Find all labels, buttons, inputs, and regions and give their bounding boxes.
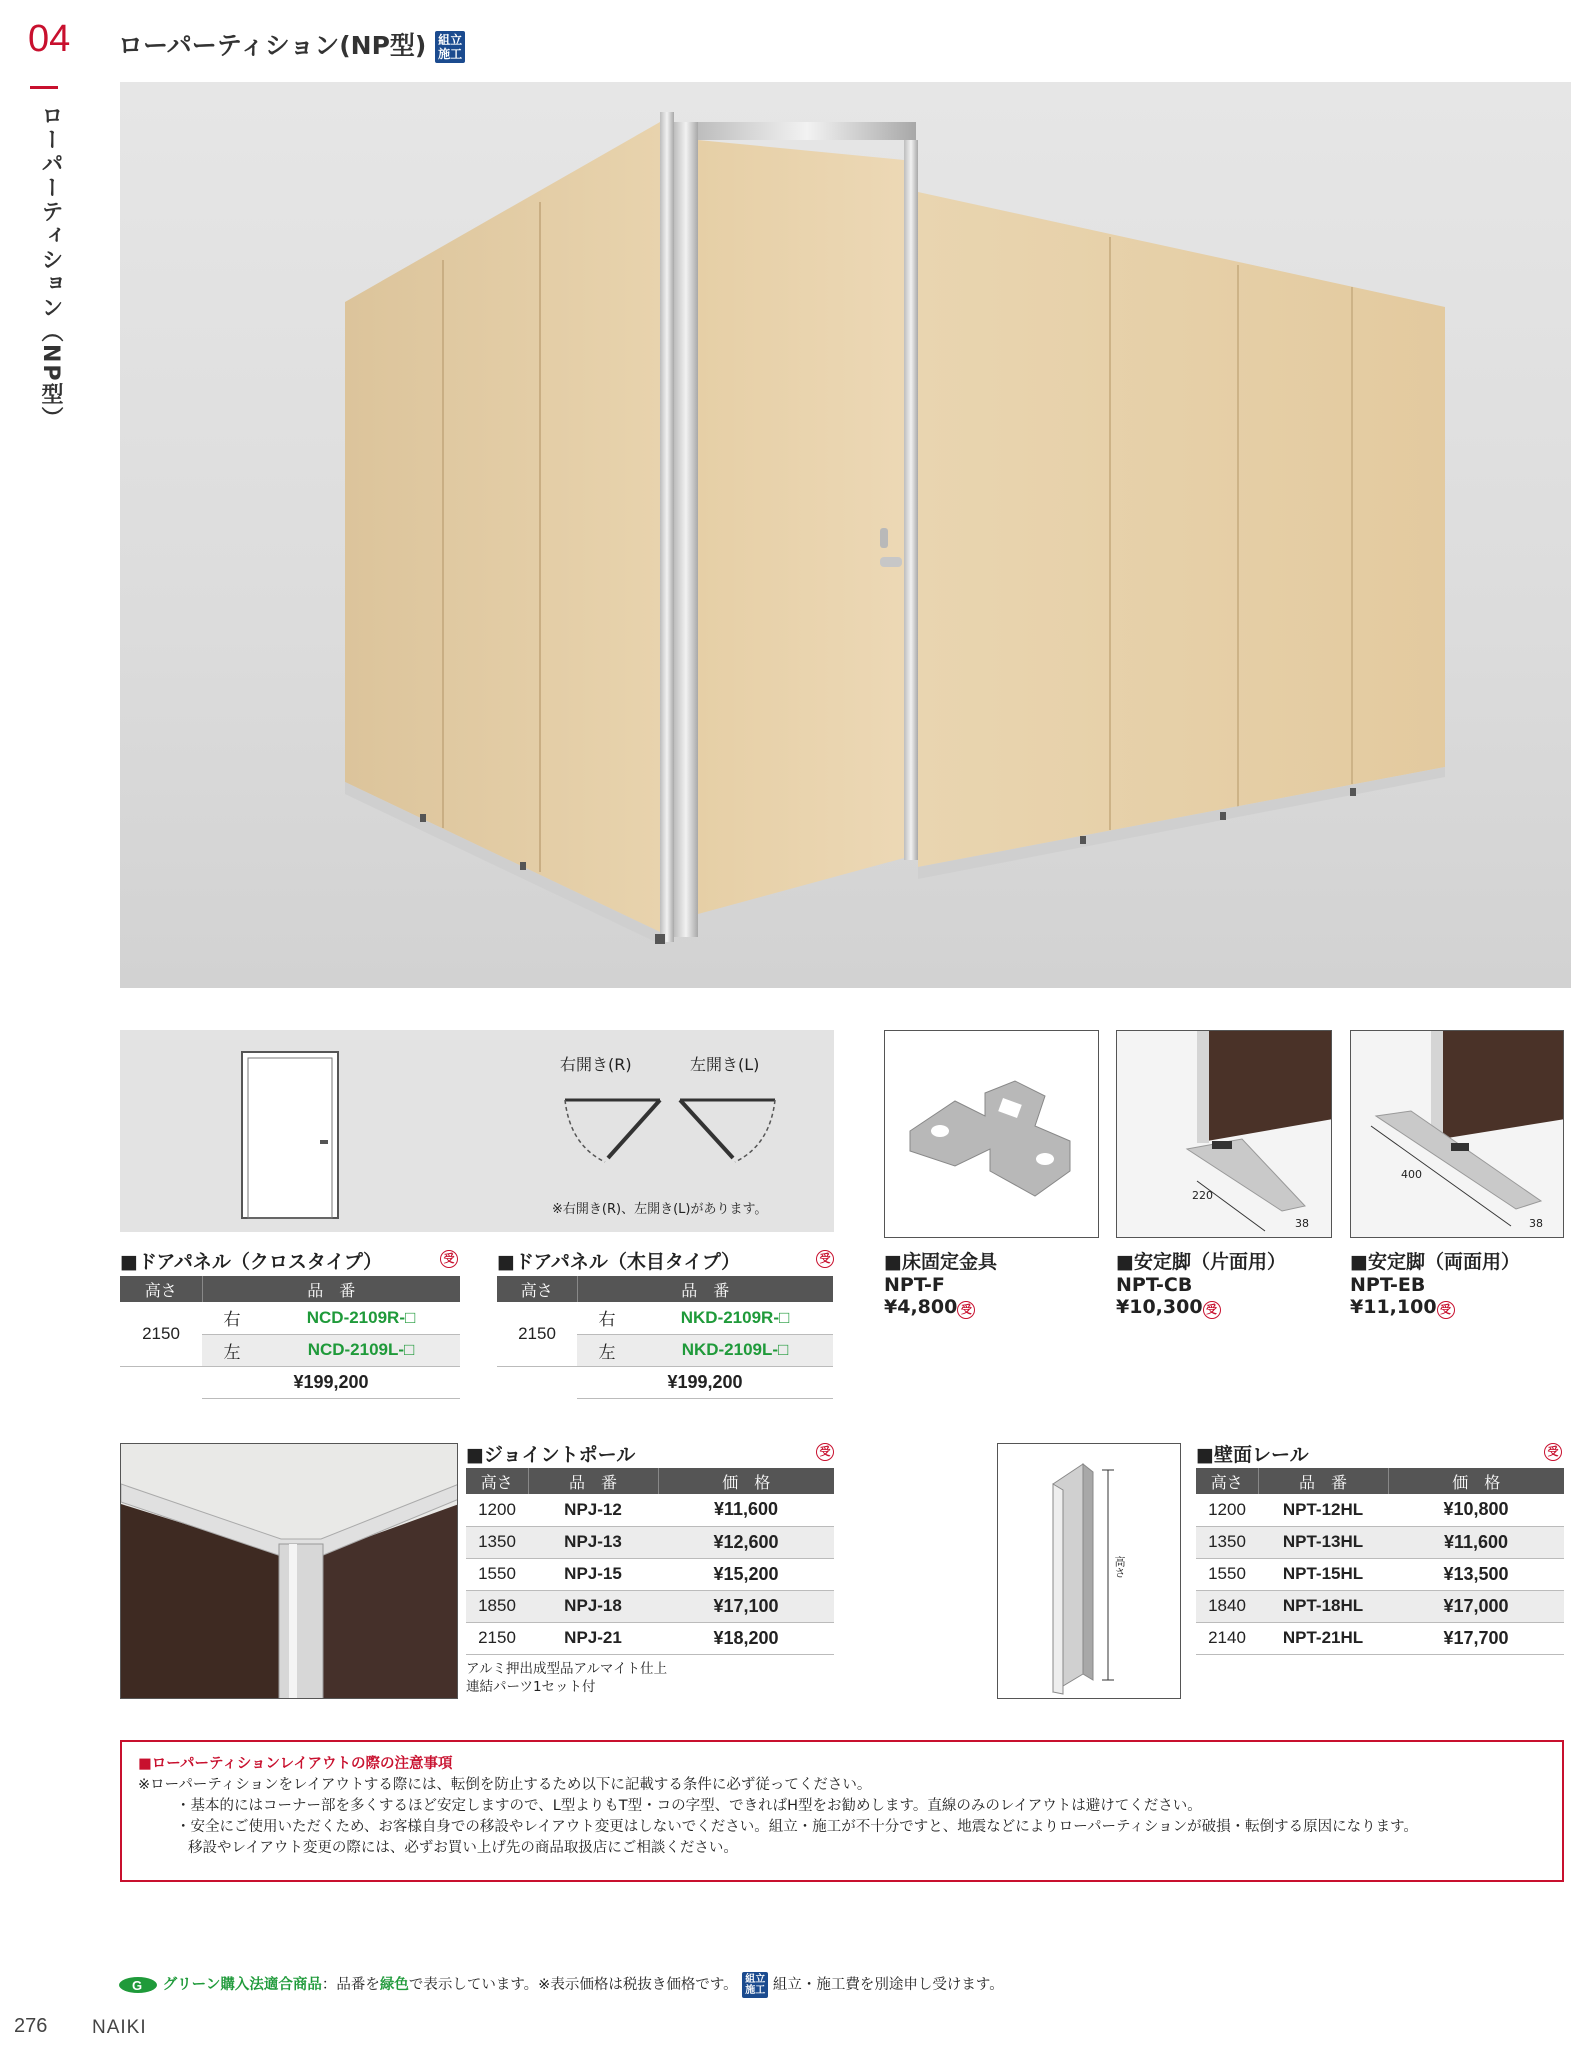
accessory-title: ■安定脚（片面用） — [1116, 1251, 1286, 1273]
stabilizer-one-side-photo — [1116, 1030, 1332, 1238]
uke-mark: 受 — [816, 1443, 834, 1461]
footer-text-2: で表示しています。※表示価格は税抜き価格です。 — [408, 1977, 738, 1993]
col-price: 価 格 — [658, 1468, 834, 1494]
price-cell: ¥199,200 — [577, 1366, 833, 1398]
code-cell: NPJ-12 — [528, 1494, 658, 1526]
accessory-price: ¥10,300 — [1116, 1296, 1203, 1318]
height-cell: 1200 — [466, 1494, 528, 1526]
dim-length: 220 — [1192, 1189, 1213, 1202]
accessory-code: NPT-CB — [1116, 1274, 1193, 1296]
code-cell: NPT-15HL — [1258, 1558, 1388, 1590]
dim-width: 38 — [1529, 1217, 1543, 1230]
layout-notice-box — [120, 1740, 1564, 1882]
price-cell: ¥15,200 — [658, 1558, 834, 1590]
side-cell: 左 — [202, 1334, 262, 1366]
left-open-swing-icon — [675, 1090, 785, 1190]
dim-length: 400 — [1401, 1168, 1422, 1181]
door-elevation-icon — [240, 1050, 340, 1220]
door-cloth-table — [120, 1276, 460, 1399]
stabilizer-both-side-photo — [1350, 1030, 1564, 1238]
notice-title: ■ローパーティションレイアウトの際の注意事項 — [138, 1756, 453, 1772]
col-code: 品 番 — [1258, 1468, 1388, 1494]
joint-pole-title: ■ジョイントポール — [466, 1444, 636, 1466]
code-cell: NPT-21HL — [1258, 1622, 1388, 1654]
col-height: 高さ — [1196, 1468, 1258, 1494]
wall-rail-diagram — [997, 1443, 1181, 1699]
brand-name: NAIKI — [92, 2017, 147, 2038]
joint-pole-note-1: アルミ押出成型品アルマイト仕上 — [466, 1661, 668, 1677]
price-cell: ¥11,600 — [658, 1494, 834, 1526]
badge-bottom: 施工 — [438, 47, 463, 61]
footer-text-3: 組立・施工費を別途申し受けます。 — [772, 1977, 1004, 1993]
price-cell: ¥17,000 — [1388, 1590, 1564, 1622]
notice-line-1: ※ローパーティションをレイアウトする際には、転倒を防止するため以下に記載する条件に必ず従ってください。 — [138, 1777, 872, 1793]
price-cell: ¥11,600 — [1388, 1526, 1564, 1558]
svg-text:G: G — [132, 1978, 143, 1993]
height-cell: 1200 — [1196, 1494, 1258, 1526]
height-cell: 1550 — [466, 1558, 528, 1590]
notice-line-2: ・基本的にはコーナー部を多くするほど安定しますので、L型よりもT型・コの字型、できればH型をお勧めします。直線のみのレイアウトは避けてください。 — [176, 1798, 1202, 1814]
height-cell: 2150 — [466, 1622, 528, 1654]
floor-fixture-photo — [884, 1030, 1099, 1238]
height-cell: 2150 — [120, 1302, 202, 1366]
footer-text-1: ：品番を — [321, 1977, 380, 1993]
height-cell: 2150 — [497, 1302, 577, 1366]
right-open-label: 右開き(R) — [560, 1055, 632, 1074]
col-height: 高さ — [497, 1276, 577, 1302]
col-code: 品 番 — [202, 1276, 460, 1302]
accessory-price: ¥4,800 — [884, 1296, 958, 1318]
accessory-price-line — [884, 1296, 997, 1319]
door-wood-title: ■ドアパネル（木目タイプ） — [497, 1251, 741, 1273]
code-cell: NPJ-18 — [528, 1590, 658, 1622]
left-open-label: 左開き(L) — [690, 1055, 760, 1074]
footer-green-word: 緑色 — [379, 1977, 409, 1993]
uke-mark: 受 — [1437, 1301, 1455, 1319]
page-title-text: ローパーティション(NP型) — [118, 31, 427, 60]
accessory-code: NPT-F — [884, 1274, 945, 1296]
height-cell: 1850 — [466, 1590, 528, 1622]
price-cell: ¥17,100 — [658, 1590, 834, 1622]
page-number: 276 — [14, 2015, 48, 2037]
col-price: 価 格 — [1388, 1468, 1564, 1494]
code-cell: NPT-18HL — [1258, 1590, 1388, 1622]
uke-mark: 受 — [816, 1250, 834, 1268]
wall-rail-title: ■壁面レール — [1196, 1444, 1309, 1466]
green-label: グリーン購入法適合商品 — [162, 1977, 322, 1993]
assembly-badge — [742, 1972, 768, 1998]
price-cell: ¥10,800 — [1388, 1494, 1564, 1526]
notice-line-4: 移設やレイアウト変更の際には、必ずお買い上げ先の商品取扱店にご相談ください。 — [188, 1840, 738, 1856]
side-cell: 右 — [202, 1302, 262, 1334]
accessory-floor-fixture — [884, 1247, 997, 1319]
side-title: ローパーティション（NP型） — [38, 104, 63, 431]
joint-pole-corner-icon — [121, 1444, 458, 1699]
stabilizer-cb-icon — [1117, 1031, 1332, 1238]
dim-width: 38 — [1295, 1217, 1309, 1230]
joint-pole-photo — [120, 1443, 458, 1699]
height-cell: 1550 — [1196, 1558, 1258, 1590]
joint-pole-table — [466, 1468, 834, 1655]
code-cell: NPJ-21 — [528, 1622, 658, 1654]
section-number: 04 — [28, 18, 71, 60]
side-cell: 右 — [577, 1302, 637, 1334]
code-cell: NKD-2109R-□ — [637, 1302, 833, 1334]
uke-mark: 受 — [1544, 1443, 1562, 1461]
height-cell: 1840 — [1196, 1590, 1258, 1622]
hero-partition-image — [120, 82, 1571, 988]
wall-rail-table — [1196, 1468, 1564, 1655]
bracket-icon — [885, 1031, 1099, 1238]
accessory-title: ■安定脚（両面用） — [1350, 1251, 1520, 1273]
code-cell: NCD-2109R-□ — [262, 1302, 460, 1334]
joint-pole-note-2: 連結パーツ1セット付 — [466, 1679, 596, 1695]
badge-bottom: 施工 — [745, 1985, 766, 1996]
assembly-badge — [435, 31, 465, 63]
wall-rail-icon — [998, 1444, 1181, 1699]
badge-top: 組立 — [438, 33, 463, 47]
side-cell: 左 — [577, 1334, 637, 1366]
accessory-stabilizer-eb — [1350, 1247, 1520, 1319]
door-cloth-title: ■ドアパネル（クロスタイプ） — [120, 1251, 383, 1273]
joint-pole-notes — [466, 1660, 667, 1696]
door-wood-table — [497, 1276, 833, 1399]
code-cell: NPT-12HL — [1258, 1494, 1388, 1526]
green-purchase-icon — [118, 1976, 158, 1994]
notice-line-3: ・安全にご使用いただくため、お客様自身での移設やレイアウト変更はしないでください。組立・施工が不十分ですと、地震などによりローパーティションが破損・転倒する原因になります。 — [176, 1819, 1418, 1835]
uke-mark: 受 — [957, 1301, 975, 1319]
right-open-swing-icon — [560, 1090, 670, 1190]
accessory-price-line — [1350, 1296, 1520, 1319]
accessory-title: ■床固定金具 — [884, 1251, 997, 1273]
col-code: 品 番 — [528, 1468, 658, 1494]
code-cell: NPJ-15 — [528, 1558, 658, 1590]
accessory-stabilizer-cb — [1116, 1247, 1286, 1319]
price-cell: ¥18,200 — [658, 1622, 834, 1654]
price-cell: ¥17,700 — [1388, 1622, 1564, 1654]
price-cell: ¥199,200 — [202, 1366, 460, 1398]
footer-note — [118, 1972, 1004, 1998]
height-cell: 2140 — [1196, 1622, 1258, 1654]
uke-mark: 受 — [440, 1250, 458, 1268]
accessory-code: NPT-EB — [1350, 1274, 1426, 1296]
stabilizer-eb-icon — [1351, 1031, 1564, 1238]
price-cell: ¥12,600 — [658, 1526, 834, 1558]
rail-height-label: 高さ — [1113, 1556, 1126, 1578]
col-height: 高さ — [466, 1468, 528, 1494]
height-cell: 1350 — [1196, 1526, 1258, 1558]
code-cell: NPJ-13 — [528, 1526, 658, 1558]
badge-top: 組立 — [745, 1974, 766, 1985]
section-rule — [30, 86, 58, 89]
door-open-note: ※右開き(R)、左開き(L)があります。 — [552, 1202, 768, 1217]
col-code: 品 番 — [577, 1276, 833, 1302]
accessory-price-line — [1116, 1296, 1286, 1319]
price-cell: ¥13,500 — [1388, 1558, 1564, 1590]
code-cell: NPT-13HL — [1258, 1526, 1388, 1558]
code-cell: NKD-2109L-□ — [637, 1334, 833, 1366]
page-title — [118, 26, 465, 63]
height-cell: 1350 — [466, 1526, 528, 1558]
door-diagram-panel — [120, 1030, 834, 1232]
partition-room-illustration — [120, 82, 1571, 988]
uke-mark: 受 — [1203, 1301, 1221, 1319]
accessory-price: ¥11,100 — [1350, 1296, 1437, 1318]
code-cell: NCD-2109L-□ — [262, 1334, 460, 1366]
col-height: 高さ — [120, 1276, 202, 1302]
